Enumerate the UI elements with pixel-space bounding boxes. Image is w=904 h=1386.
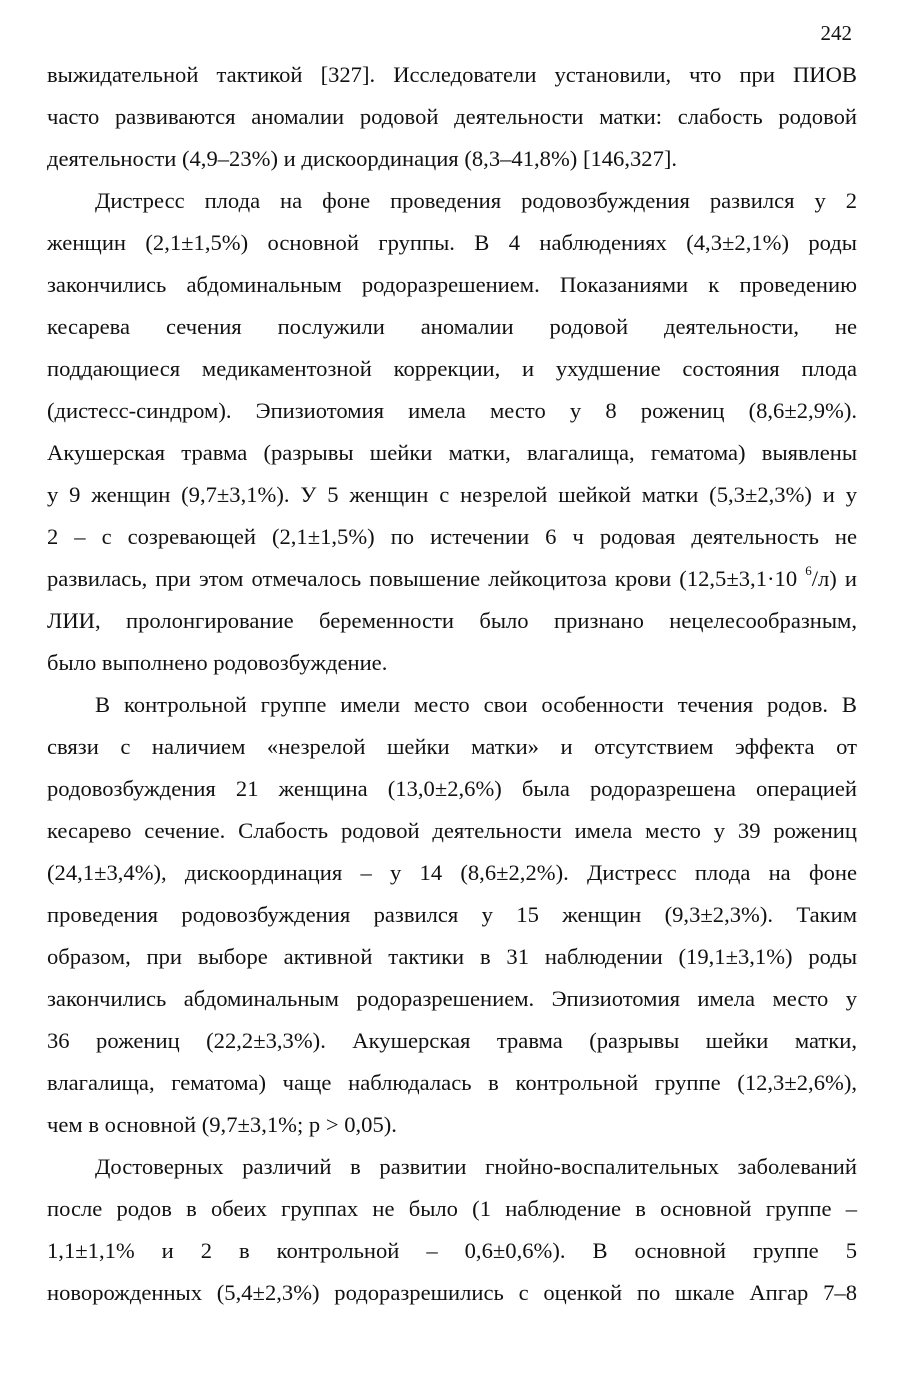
text-line: Достоверных различий в развитии гнойно-воспалительных заболеваний	[95, 1154, 857, 1179]
text-line: связи с наличием «незрелой шейки матки» и отсутствием эффекта от	[47, 734, 857, 759]
text-line: новорожденных (5,4±2,3%) родоразрешились с оценкой по шкале Апгар 7–8	[47, 1280, 857, 1305]
superscript-exponent: 6	[805, 563, 812, 579]
text-line-with-superscript	[47, 564, 857, 594]
text-line: влагалища, гематома) чаще наблюдалась в контрольной группе (12,3±2,6%),	[47, 1070, 857, 1095]
text-line: у 9 женщин (9,7±3,1%). У 5 женщин с незрелой шейкой матки (5,3±2,3%) и у	[47, 482, 857, 507]
text-line: (24,1±3,4%), дискоординация – у 14 (8,6±2,2%). Дистресс плода на фоне	[47, 860, 857, 885]
text-line: В контрольной группе имели место свои особенности течения родов. В	[95, 692, 857, 717]
text-line: чем в основной (9,7±3,1%; p > 0,05).	[47, 1112, 397, 1137]
text-line: выжидательной тактикой [327]. Исследователи установили, что при ПИОВ	[47, 62, 857, 87]
text-line: Акушерская травма (разрывы шейки матки, влагалища, гематома) выявлены	[47, 440, 857, 465]
text-line: женщин (2,1±1,5%) основной группы. В 4 наблюдениях (4,3±2,1%) роды	[47, 230, 857, 255]
text-segment: /л) и	[811, 566, 857, 591]
text-segment: развилась, при этом отмечалось повышение лейкоцитоза крови (12,5±3,1·10	[47, 566, 798, 591]
page-number: 242	[820, 21, 852, 45]
text-line: было выполнено родовозбуждение.	[47, 650, 388, 675]
text-line: кесарево сечение. Слабость родовой деятельности имела место у 39 рожениц	[47, 818, 857, 843]
text-line: 36 рожениц (22,2±3,3%). Акушерская травма (разрывы шейки матки,	[47, 1028, 857, 1053]
text-line: часто развиваются аномалии родовой деятельности матки: слабость родовой	[47, 104, 857, 129]
text-line: закончились абдоминальным родоразрешением. Показаниями к проведению	[47, 272, 857, 297]
text-line: деятельности (4,9–23%) и дискоординация (8,3–41,8%) [146,327].	[47, 146, 678, 171]
text-line: образом, при выборе активной тактики в 31 наблюдении (19,1±3,1%) роды	[47, 944, 857, 969]
text-line: Дистресс плода на фоне проведения родовозбуждения развился у 2	[95, 188, 857, 213]
text-line: кесарева сечения послужили аномалии родовой деятельности, не	[47, 314, 857, 339]
text-line: после родов в обеих группах не было (1 наблюдение в основной группе –	[47, 1196, 857, 1221]
text-line: родовозбуждения 21 женщина (13,0±2,6%) была родоразрешена операцией	[47, 776, 857, 801]
text-line: 2 – с созревающей (2,1±1,5%) по истечении 6 ч родовая деятельность не	[47, 524, 857, 549]
text-line: ЛИИ, пролонгирование беременности было признано нецелесообразным,	[47, 608, 857, 633]
text-line: (дистесс-синдром). Эпизиотомия имела место у 8 рожениц (8,6±2,9%).	[47, 398, 857, 423]
text-line: проведения родовозбуждения развился у 15 женщин (9,3±2,3%). Таким	[47, 902, 857, 927]
text-line: 1,1±1,1% и 2 в контрольной – 0,6±0,6%). В основной группе 5	[47, 1238, 857, 1263]
text-line: закончились абдоминальным родоразрешением. Эпизиотомия имела место у	[47, 986, 857, 1011]
text-line: поддающиеся медикаментозной коррекции, и ухудшение состояния плода	[47, 356, 857, 381]
